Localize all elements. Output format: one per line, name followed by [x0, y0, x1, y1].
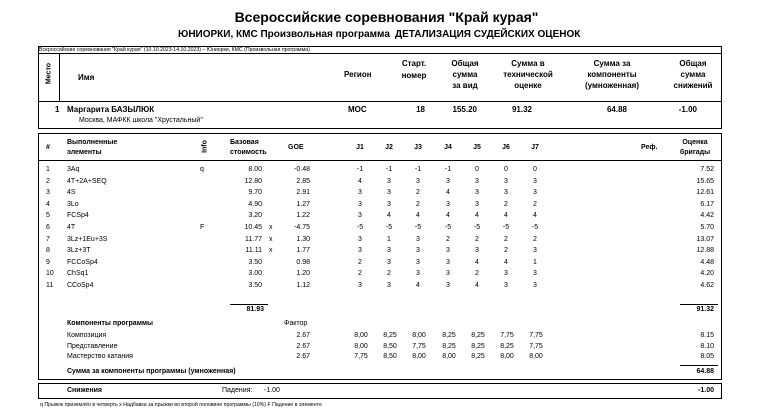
judge-score-j1: 3 [358, 235, 362, 243]
element-bonus-mark: x [269, 247, 273, 255]
element-panel-score: 4.20 [700, 270, 714, 278]
skater-tes: 91.32 [511, 105, 532, 114]
page-title: Всероссийские соревнования "Край курая" [234, 9, 539, 25]
judge-score-j4: 2 [446, 235, 450, 243]
element-bonus-mark: x [269, 235, 273, 243]
judge-score-j4: 4 [446, 212, 450, 220]
judge-score-j1: 3 [358, 282, 362, 289]
element-number: 1 [46, 166, 50, 173]
element-goe: 1.20 [296, 270, 310, 278]
judge-score-j4: -5 [444, 224, 452, 231]
report-subtitle: ДЕТАЛИЗАЦИЯ СУДЕЙСКИХ ОЦЕНОК [395, 29, 581, 40]
judge-score-j5: 3 [475, 200, 479, 208]
element-goe: 2.85 [296, 177, 310, 185]
judge-score-j2: 3 [387, 282, 391, 289]
judge-score-j6: 3 [504, 270, 508, 278]
components-total: 64.88 [696, 368, 714, 375]
skater-start-number: 18 [416, 105, 425, 114]
falls-label: Падения: [222, 387, 253, 394]
component-factor: 2.67 [296, 353, 310, 360]
pcs-header: Сумма за компоненты (умноженная) [585, 59, 639, 90]
judge-score-j7: 3 [533, 177, 537, 185]
judge-score-j2: 3 [387, 200, 391, 208]
element-base-value: 3.50 [248, 282, 262, 289]
element-goe: 2.91 [296, 189, 310, 197]
element-base-value: 10.45 [244, 224, 262, 231]
judge-score-j6: -5 [502, 224, 510, 231]
element-number: 3 [46, 189, 50, 197]
component-judge-j6: 8,00 [500, 353, 514, 360]
component-judge-j1: 7,75 [354, 353, 368, 360]
skater-region: МОС [348, 105, 367, 114]
components-title: Компоненты программы [67, 320, 154, 327]
referee-header: Реф. [641, 144, 658, 151]
component-judge-j1: 8,00 [354, 332, 368, 339]
element-bonus-mark: x [269, 224, 273, 231]
judge-score-j7: 3 [533, 282, 537, 289]
element-base-value: 8.00 [248, 166, 262, 173]
components-total-label: Сумма за компоненты программы (умноженная) [67, 368, 236, 375]
element-base-value: 3.50 [248, 258, 262, 266]
judge-score-j1: -1 [356, 166, 364, 173]
component-judge-j4: 8,25 [442, 332, 456, 339]
element-base-value: 9.70 [248, 189, 262, 197]
element-panel-score: 6.17 [700, 200, 714, 208]
element-base-value: 11.77 [245, 235, 262, 243]
total-score-header: Общая сумма за вид [451, 59, 479, 90]
judge-score-j7: -5 [531, 224, 539, 231]
element-panel-score: 4.42 [700, 212, 714, 220]
judge-score-j5: 0 [475, 166, 479, 173]
skater-club: Москва, МАФКК школа "Хрустальный" [79, 117, 203, 124]
component-judge-j2: 8,50 [383, 342, 397, 350]
judge-header-6: J6 [502, 144, 510, 151]
component-judge-j6: 7,75 [500, 332, 514, 339]
element-number: 8 [46, 247, 50, 255]
element-base-value: 12.80 [244, 177, 262, 185]
element-panel-score: 5.70 [700, 224, 714, 231]
judge-score-j7: 2 [533, 235, 537, 243]
judge-score-j2: 3 [387, 189, 391, 197]
category-subtitle: ЮНИОРКИ, КМС Произвольная программа [178, 29, 390, 40]
element-number: 11 [46, 282, 54, 289]
element-code: 3Aq [67, 166, 80, 173]
element-info: F [200, 224, 205, 231]
judge-score-j6: 4 [504, 258, 508, 266]
element-panel-score: 4.62 [700, 282, 714, 289]
judge-header-5: J5 [473, 144, 481, 151]
judge-score-j3: 3 [416, 270, 420, 278]
element-code: FCCoSp4 [67, 258, 98, 266]
judge-score-j7: 3 [533, 189, 537, 197]
judge-score-j2: 1 [387, 235, 391, 243]
judge-score-j3: 2 [416, 189, 420, 197]
component-judge-j3: 8,00 [412, 353, 426, 360]
element-panel-score: 7.52 [700, 166, 714, 173]
component-judge-j1: 8,00 [354, 342, 368, 350]
tes-header: Сумма в технической оценке [503, 59, 553, 90]
judge-score-j3: -1 [414, 166, 422, 173]
judge-score-j3: 4 [416, 282, 420, 289]
judge-header-1: J1 [356, 144, 364, 151]
component-judge-j3: 7,75 [412, 342, 426, 350]
element-code: CCoSp4 [67, 282, 94, 289]
goe-header: GOE [288, 144, 304, 151]
component-judge-j2: 8,25 [383, 332, 397, 339]
element-code: 4T+2A+SEQ [67, 177, 107, 185]
judge-score-j7: 3 [533, 270, 537, 278]
judge-score-j4: 4 [446, 189, 450, 197]
judge-score-j6: 2 [504, 247, 508, 255]
judge-score-j3: 2 [416, 200, 420, 208]
element-code: ChSq1 [67, 270, 89, 278]
judge-score-j2: 3 [387, 258, 391, 266]
element-code: 3Lo [67, 200, 79, 208]
panel-score-header: Оценка бригады [679, 139, 711, 156]
judge-score-j5: -5 [473, 224, 481, 231]
element-goe: 0.98 [296, 258, 310, 266]
footnote: q Прыжок приземлён в четверть x Надбавка за прыжки во второй половине программы (10%) F Падение в элементе [40, 402, 322, 408]
judge-score-j3: 4 [416, 212, 420, 220]
skater-pcs: 64.88 [606, 105, 627, 114]
component-judge-j3: 8,00 [412, 332, 426, 339]
component-factor: 2.67 [296, 342, 310, 350]
judge-score-j4: 3 [446, 200, 450, 208]
judge-score-j5: 3 [475, 177, 479, 185]
judge-score-j2: 3 [387, 177, 391, 185]
component-score: 8.15 [700, 332, 714, 339]
factor-header: Фактор [284, 320, 308, 327]
judge-score-j1: 3 [358, 189, 362, 197]
component-judge-j4: 8,25 [442, 342, 456, 350]
element-goe: 1.77 [296, 247, 310, 255]
judge-score-j6: 3 [504, 282, 508, 289]
component-judge-j6: 8,25 [500, 342, 514, 350]
judge-header-7: J7 [531, 144, 539, 151]
judge-score-j7: 1 [533, 258, 537, 266]
judge-score-j7: 4 [533, 212, 537, 220]
element-number: 6 [46, 224, 50, 231]
element-panel-score: 12.88 [696, 247, 714, 255]
skater-place: 1 [55, 105, 60, 114]
judge-score-j5: 4 [475, 282, 479, 289]
info-header: Info [201, 140, 209, 153]
element-panel-score: 13.07 [696, 235, 714, 243]
component-name: Представление [67, 342, 118, 350]
component-judge-j5: 8,25 [471, 342, 485, 350]
component-judge-j5: 8,25 [471, 353, 485, 360]
component-name: Мастерство катания [67, 353, 133, 360]
judge-score-j4: -1 [444, 166, 452, 173]
judge-score-j1: 2 [358, 270, 362, 278]
element-number: 2 [46, 177, 50, 185]
judge-score-j6: 4 [504, 212, 508, 220]
element-goe: 1.12 [296, 282, 310, 289]
judge-score-j4: 3 [446, 270, 450, 278]
judge-score-j2: -5 [385, 224, 393, 231]
base-value-total: 81.93 [246, 306, 264, 313]
judge-score-j6: 3 [504, 177, 508, 185]
judge-header-4: J4 [444, 144, 452, 151]
judge-score-j1: 3 [358, 200, 362, 208]
judge-score-j1: 3 [358, 212, 362, 220]
component-name: Композиция [67, 332, 107, 339]
judge-score-j3: 3 [416, 177, 420, 185]
component-factor: 2.67 [296, 332, 310, 339]
falls-value: -1.00 [264, 387, 280, 394]
element-panel-score: 12.61 [696, 189, 714, 197]
judge-score-j4: 3 [446, 282, 450, 289]
element-number: 4 [46, 200, 50, 208]
judge-score-j4: 3 [446, 177, 450, 185]
judge-score-j5: 4 [475, 258, 479, 266]
judge-score-j1: 4 [358, 177, 362, 185]
judge-score-j6: 2 [504, 235, 508, 243]
judge-score-j2: 2 [387, 270, 391, 278]
judge-score-j6: 0 [504, 166, 508, 173]
element-goe: -0.48 [294, 166, 310, 173]
component-judge-j7: 8,00 [529, 353, 543, 360]
judge-header-2: J2 [385, 144, 393, 151]
element-number: 5 [46, 212, 50, 220]
elements-score-total: 91.32 [696, 306, 714, 313]
element-number: 7 [46, 235, 50, 243]
skater-deductions: -1.00 [678, 105, 697, 114]
judge-score-j1: 3 [358, 247, 362, 255]
element-goe: 1.27 [296, 200, 310, 208]
component-score: 8.10 [700, 342, 714, 350]
component-judge-j4: 8,00 [442, 353, 456, 360]
judge-score-j4: 3 [446, 258, 450, 266]
element-code: 4T [67, 224, 76, 231]
deductions-label: Снижения [67, 387, 102, 394]
element-code: 4S [67, 189, 76, 197]
skater-total: 155.20 [452, 105, 477, 114]
event-line: Всероссийские соревнования "Край курая" (10.10.2023-14.10.2023) – Юниорки, КМС (Произвольная программа) [39, 47, 310, 53]
element-code: FCSp4 [67, 212, 89, 220]
judge-score-j1: -5 [356, 224, 364, 231]
element-name-header: Выполненные элементы [67, 139, 118, 156]
judge-score-j6: 2 [504, 200, 508, 208]
start-number-header: Старт. номер [401, 59, 427, 80]
element-code: 3Lz+3T [67, 247, 91, 255]
judge-score-j4: 3 [446, 247, 450, 255]
judge-score-j3: -5 [414, 224, 422, 231]
judge-score-j3: 3 [416, 235, 420, 243]
element-number: 9 [46, 258, 50, 266]
component-judge-j7: 7,75 [529, 332, 543, 339]
element-base-value: 4.90 [248, 200, 262, 208]
region-header: Регион [344, 70, 372, 79]
judge-score-j7: 0 [533, 166, 537, 173]
judge-score-j6: 3 [504, 189, 508, 197]
element-info: q [200, 166, 204, 173]
judge-score-j5: 2 [475, 235, 479, 243]
element-code: 3Lz+1Eu+3S [67, 235, 108, 243]
element-number: 10 [46, 270, 54, 278]
component-judge-j5: 8,25 [471, 332, 485, 339]
judge-score-j3: 3 [416, 247, 420, 255]
base-value-header: Базовая стоимость [230, 139, 267, 156]
judge-score-j7: 3 [533, 247, 537, 255]
element-panel-score: 4.48 [700, 258, 714, 266]
judge-score-j7: 2 [533, 200, 537, 208]
component-judge-j2: 8,50 [383, 353, 397, 360]
deductions-header: Общая сумма снижений [673, 59, 713, 90]
judge-score-j3: 3 [416, 258, 420, 266]
component-judge-j7: 7,75 [529, 342, 543, 350]
element-base-value: 11.11 [245, 247, 262, 255]
judge-score-j2: -1 [385, 166, 393, 173]
deductions-total: -1.00 [698, 387, 714, 394]
element-base-value: 3.00 [248, 270, 262, 278]
element-goe: 1.30 [296, 235, 310, 243]
element-base-value: 3.20 [248, 212, 262, 220]
name-header: Имя [78, 73, 95, 82]
judge-header-3: J3 [414, 144, 422, 151]
place-header: Место [45, 62, 53, 85]
judge-score-j2: 4 [387, 212, 391, 220]
skater-name: Маргарита БАЗЫЛЮК [67, 105, 155, 114]
judge-score-j5: 3 [475, 189, 479, 197]
judge-score-j2: 3 [387, 247, 391, 255]
judge-score-j1: 2 [358, 258, 362, 266]
element-num-header: # [46, 144, 50, 151]
judge-score-j5: 4 [475, 212, 479, 220]
element-goe: 1.22 [296, 212, 310, 220]
element-panel-score: 15.65 [696, 177, 714, 185]
judge-score-j5: 2 [475, 270, 479, 278]
component-score: 8.05 [700, 353, 714, 360]
element-goe: -4.75 [294, 224, 310, 231]
judge-score-j5: 3 [475, 247, 479, 255]
